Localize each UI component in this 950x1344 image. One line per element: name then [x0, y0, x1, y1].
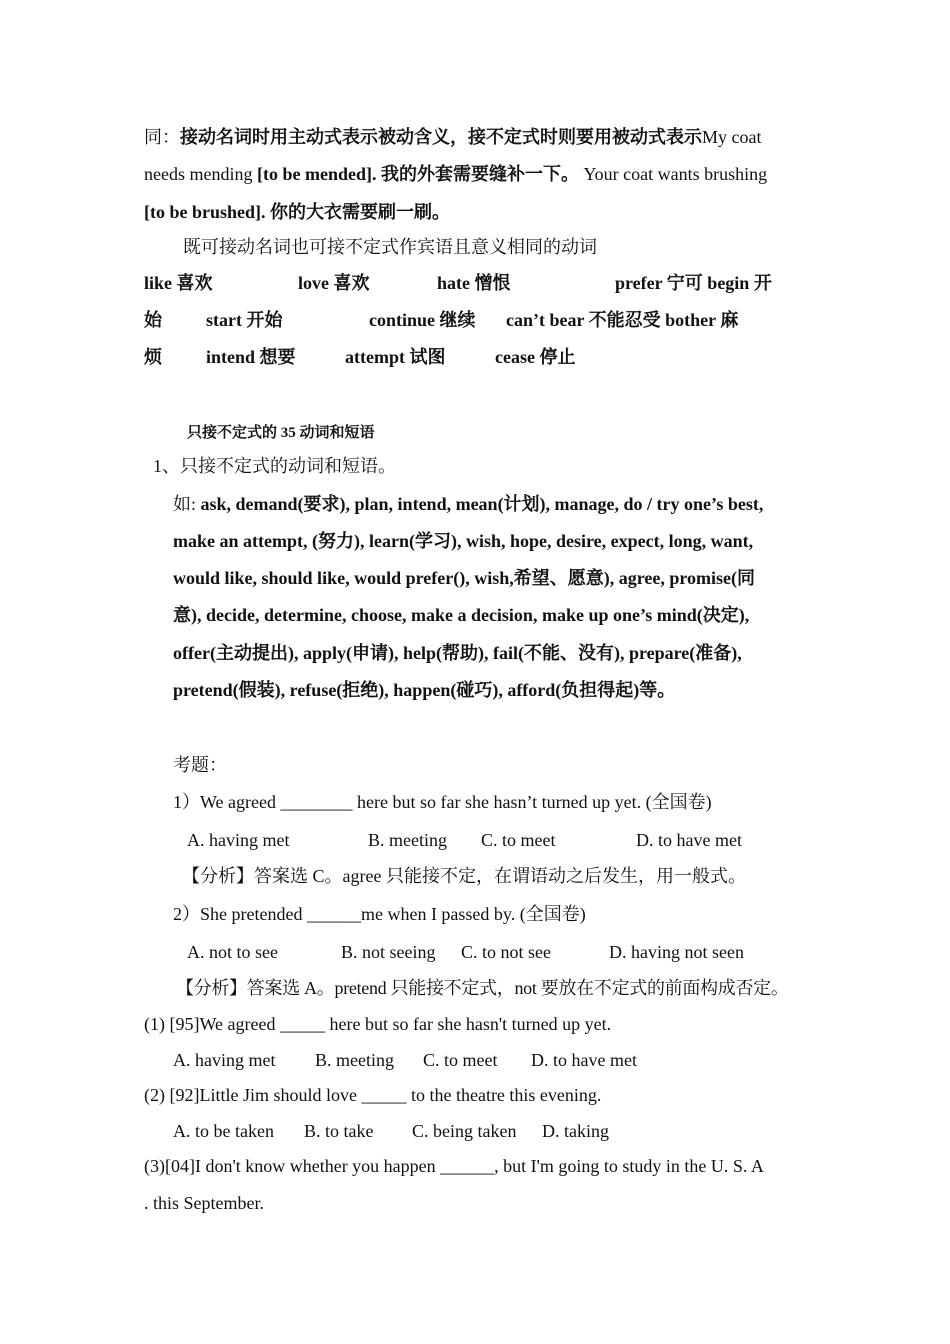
p1-option-b: B. meeting [315, 1050, 394, 1070]
p2-option-c: C. being taken [412, 1121, 517, 1141]
practice-1-stem: (1) [95]We agreed _____ here but so far she hasn't turned up yet. [144, 1014, 612, 1034]
p1-option-a: A. having met [173, 1050, 276, 1070]
verb-list-line-5: offer(主动提出), apply(申请), help(帮助), fail(不能、没有), prepare(准备), [173, 643, 742, 663]
intro-text: Your coat wants brushing [583, 164, 768, 184]
q2-option-c: C. to not see [461, 942, 551, 962]
both-heading: 既可接动名词也可接不定式作宾语且意义相同的动词 [183, 237, 597, 257]
verb-list-line-4: 意), decide, determine, choose, make a decision, make up one’s mind(决定), [173, 605, 750, 625]
intro-text: needs mending [144, 164, 257, 184]
p2-option-b: B. to take [304, 1121, 374, 1141]
verb-list-line-3: would like, should like, would prefer(), wish,希望、愿意), agree, promise(同 [173, 568, 756, 588]
intro-text-bold: [to be mended]. 我的外套需要缝补一下。 [256, 164, 579, 184]
q1-option-b: B. meeting [368, 830, 447, 850]
q2-analysis: 【分析】答案选 A。pretend 只能接不定式，not 要放在不定式的前面构成否定。 [176, 978, 789, 998]
q2-option-d: D. having not seen [609, 942, 744, 962]
verb-cell: cease 停止 [495, 347, 576, 367]
practice-2-stem: (2) [92]Little Jim should love _____ to the theatre this evening. [144, 1085, 602, 1105]
q1-analysis: 【分析】答案选 C。agree 只能接不定，在谓语动之后发生，用一般式。 [182, 866, 746, 886]
q1-option-c: C. to meet [481, 830, 556, 850]
practice-3-stem-cont: . this September. [144, 1193, 264, 1213]
practice-3-stem: (3)[04]I don't know whether you happen ______, but I'm going to study in the U. S. A [144, 1156, 764, 1176]
p1-option-c: C. to meet [423, 1050, 498, 1070]
p1-option-d: D. to have met [531, 1050, 637, 1070]
exam-label: 考题： [173, 755, 227, 775]
q1-option-d: D. to have met [636, 830, 742, 850]
section-subtitle: 1、只接不定式的动词和短语。 [153, 456, 396, 476]
verb-cell: prefer 宁可 begin 开 [615, 273, 772, 293]
verb-list-line-6: pretend(假装), refuse(拒绝), happen(碰巧), afford(负担得起)等。 [173, 680, 676, 700]
intro-text: My coat [702, 127, 762, 147]
verb-cell: 烦 [144, 347, 162, 367]
verb-cell: 始 [144, 310, 162, 330]
q2-option-b: B. not seeing [341, 942, 436, 962]
verb-cell: like 喜欢 [144, 273, 213, 293]
verb-cell: attempt 试图 [345, 347, 446, 367]
intro-line-2 [144, 162, 767, 186]
verb-cell: start 开始 [206, 310, 283, 330]
verb-cell: intend 想要 [206, 347, 296, 367]
intro-line-3: [to be brushed]. 你的大衣需要刷一刷。 [144, 202, 451, 222]
q2-option-a: A. not to see [187, 942, 278, 962]
verb-list-line-1 [173, 492, 763, 516]
intro-text-bold: 接动名词时用主动式表示被动含义，接不定式时则要用被动式表示 [180, 127, 702, 147]
verb-cell: can’t bear 不能忍受 bother 麻 [506, 310, 739, 330]
verb-cell: continue 继续 [369, 310, 476, 330]
q1-option-a: A. having met [187, 830, 290, 850]
verb-list-line-2: make an attempt, (努力), learn(学习), wish, hope, desire, expect, long, want, [173, 531, 754, 551]
list-text: ask, demand(要求), plan, intend, mean(计划), manage, do / try one’s best, [200, 494, 764, 514]
verb-cell: love 喜欢 [298, 273, 370, 293]
section-title: 只接不定式的 35 动词和短语 [187, 425, 375, 441]
question-1-stem: 1）We agreed ________ here but so far she hasn’t turned up yet. (全国卷) [173, 792, 712, 812]
verb-cell: hate 憎恨 [437, 273, 511, 293]
question-2-stem: 2）She pretended ______me when I passed by. (全国卷) [173, 904, 586, 924]
list-prefix: 如: [173, 494, 201, 514]
intro-text: 同： [144, 127, 180, 147]
p2-option-a: A. to be taken [173, 1121, 274, 1141]
p2-option-d: D. taking [542, 1121, 609, 1141]
intro-line-1 [144, 125, 761, 149]
